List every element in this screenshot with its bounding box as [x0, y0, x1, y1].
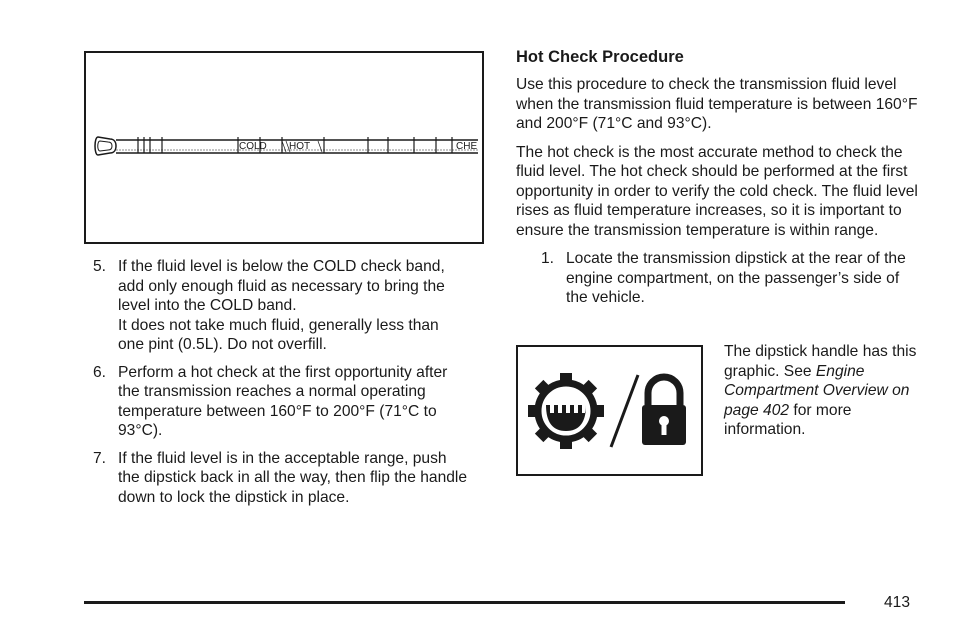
note-prefix: The dipstick handle has this graphic. See — [724, 343, 917, 380]
step-1 — [541, 249, 921, 308]
check-mark-label: CHE — [456, 141, 478, 152]
note-suffix: for more information. — [724, 401, 852, 438]
step-text: Locate the transmission dipstick at the rear of the engine compartment, on the passenger’s side of the vehicle. — [566, 250, 906, 306]
right-column — [516, 47, 921, 308]
step-6 — [93, 363, 468, 441]
dipstick-figure — [84, 51, 484, 244]
step-text: If the fluid level is in the acceptable range, push the dipstick back in all the way, then flip the handle down to lock the dipstick in place. — [118, 449, 468, 506]
step-text: Perform a hot check at the first opportunity after the transmission reaches a normal operating temperature between 160°F to 200°F (71°C to 93°C). — [118, 363, 448, 439]
step-text: If the fluid level is below the COLD check band, add only enough fluid as necessary to bring the level into the COLD band. — [118, 258, 445, 314]
dipstick-illustration — [86, 53, 482, 242]
left-steps — [93, 257, 468, 515]
footer-rule — [84, 601, 845, 604]
cold-mark-label: COLD — [239, 141, 267, 152]
step-number: 6. — [93, 363, 107, 381]
cross-reference-link[interactable]: Engine Compartment Overview on page 402 — [724, 362, 910, 419]
page-number: 413 — [884, 594, 911, 611]
section-heading: Hot Check Procedure — [516, 48, 684, 66]
symbol-graphic — [518, 347, 701, 474]
slash-divider — [611, 375, 638, 447]
step-number: 7. — [93, 449, 107, 467]
step-5 — [93, 257, 468, 355]
step-number: 5. — [93, 258, 107, 275]
dipstick-symbol-figure — [516, 345, 703, 476]
intro-paragraph: Use this procedure to check the transmission fluid level when the transmission fluid temperature is between 160°F and 200°F (71°C and 93°C). — [516, 76, 918, 132]
step-text: It does not take much fluid, generally less than one pint (0.5L). Do not overfill. — [118, 316, 439, 353]
transmission-gear-icon — [528, 373, 604, 449]
lock-icon — [642, 377, 686, 445]
step-7 — [93, 449, 468, 508]
symbol-note — [724, 342, 929, 440]
hot-check-paragraph: The hot check is the most accurate method to check the fluid level. The hot check should be performed at the first opportunity in order to verify the cold check. The fluid level rises as fluid temperature increases, so it is important to ensure the transmission temperature is within range. — [516, 143, 918, 239]
hot-mark-label: HOT — [289, 141, 311, 152]
step-number: 1. — [541, 250, 555, 267]
